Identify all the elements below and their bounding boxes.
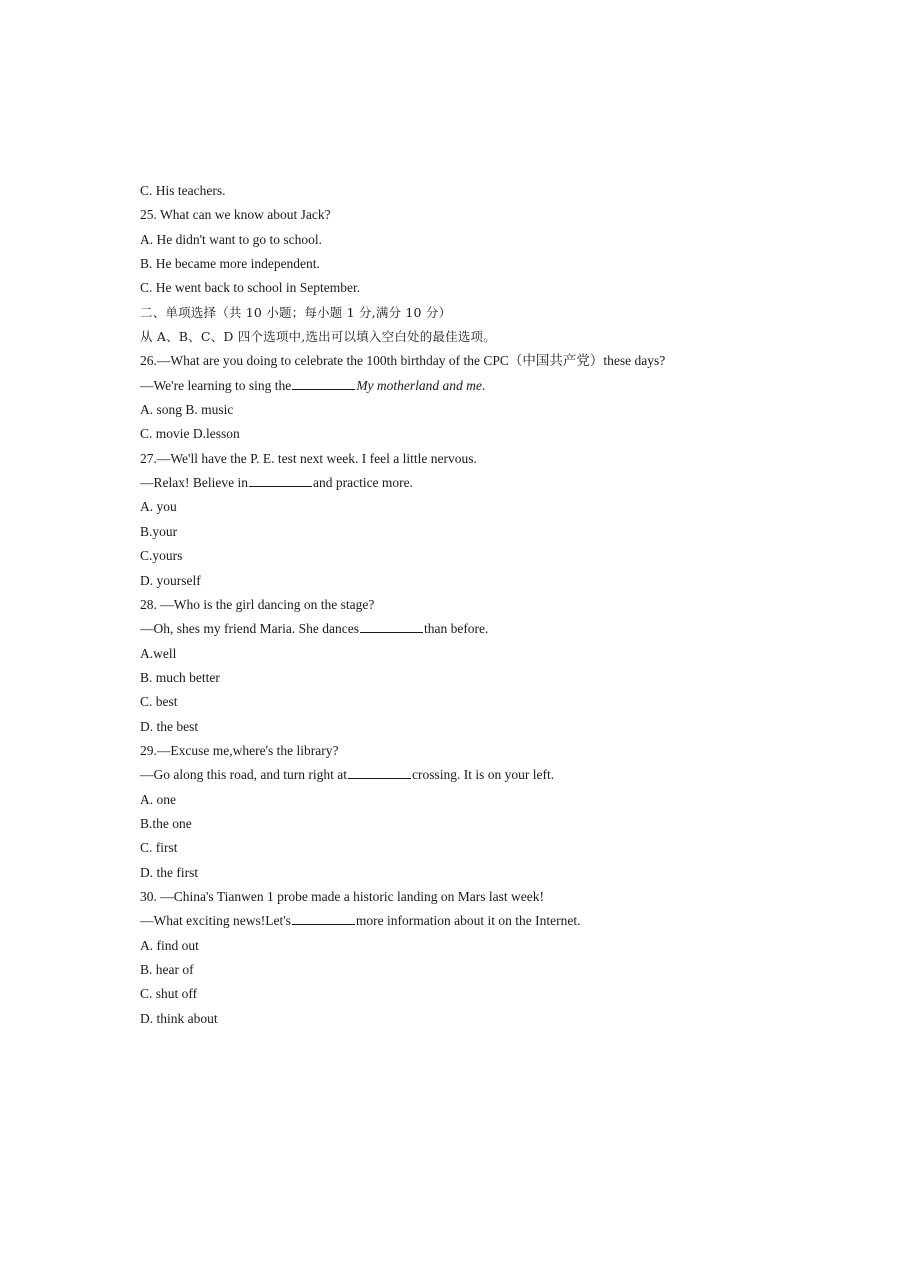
answer-blank	[292, 377, 355, 390]
option-q28-c: C. best	[140, 694, 178, 710]
reply-text-end: than before.	[423, 621, 489, 637]
option-q24-c: C. His teachers.	[140, 183, 226, 198]
reply-text: —What exciting news!Let's	[140, 913, 291, 929]
document-body	[140, 179, 880, 1031]
option-q29-b: B.the one	[140, 815, 192, 831]
reply-text: —Go along this road, and turn right at	[140, 767, 347, 783]
question-27: 27.—We'll have the P. E. test next week. I feel a little nervous.	[140, 450, 477, 466]
option-q27-c: C.yours	[140, 548, 183, 564]
answer-blank	[249, 474, 312, 487]
reply-text-end: and practice more.	[312, 475, 414, 491]
reply-text: —Relax! Believe in	[140, 475, 248, 491]
options-q26-cd: C. movie D.lesson	[140, 426, 240, 442]
option-q29-d: D. the first	[140, 864, 199, 880]
answer-blank	[348, 766, 411, 779]
reply-end: .	[481, 377, 486, 393]
section-instructions: 从 A、B、C、D 四个选项中,选出可以填入空白处的最佳选项。	[140, 329, 496, 345]
answer-blank	[292, 912, 355, 925]
option-q25-b: B. He became more independent.	[140, 256, 320, 272]
option-q29-c: C. first	[140, 840, 178, 856]
song-title: My motherland and me	[356, 377, 482, 393]
option-q28-a: A.well	[140, 645, 177, 661]
question-29: 29.—Excuse me,where's the library?	[140, 742, 339, 758]
option-q30-b: B. hear of	[140, 962, 194, 977]
option-q30-d: D. think about	[140, 1010, 218, 1026]
question-25: 25. What can we know about Jack?	[140, 207, 331, 223]
option-q28-d: D. the best	[140, 718, 199, 734]
reply-text: —Oh, shes my friend Maria. She dances	[140, 621, 359, 637]
question-26: 26.—What are you doing to celebrate the 100th birthday of the CPC（中国共产党）these days?	[140, 353, 666, 369]
reply-text-end: crossing. It is on your left.	[411, 767, 555, 783]
option-q27-d: D. yourself	[140, 572, 201, 588]
section-heading: 二、单项选择（共 10 小题；每小题 1 分,满分 10 分）	[140, 304, 452, 320]
reply-text-end: more information about it on the Internet.	[355, 913, 581, 929]
option-q25-c: C. He went back to school in September.	[140, 280, 361, 296]
question-29-reply	[140, 763, 880, 787]
question-30: 30. —China's Tianwen 1 probe made a historic landing on Mars last week!	[140, 888, 544, 904]
option-q28-b: B. much better	[140, 669, 220, 685]
options-q26-ab: A. song B. music	[140, 402, 234, 418]
answer-blank	[360, 620, 423, 633]
question-27-reply	[140, 471, 880, 495]
option-q25-a: A. He didn't want to go to school.	[140, 231, 323, 247]
question-28: 28. —Who is the girl dancing on the stage?	[140, 596, 375, 612]
option-q27-a: A. you	[140, 499, 177, 515]
reply-text: —We're learning to sing the	[140, 377, 292, 393]
option-q30-c: C. shut off	[140, 986, 198, 1002]
option-q27-b: B.your	[140, 523, 178, 539]
question-26-reply	[140, 374, 880, 398]
option-q30-a: A. find out	[140, 937, 199, 953]
option-q29-a: A. one	[140, 791, 176, 807]
question-28-reply	[140, 617, 880, 641]
question-30-reply	[140, 909, 880, 933]
